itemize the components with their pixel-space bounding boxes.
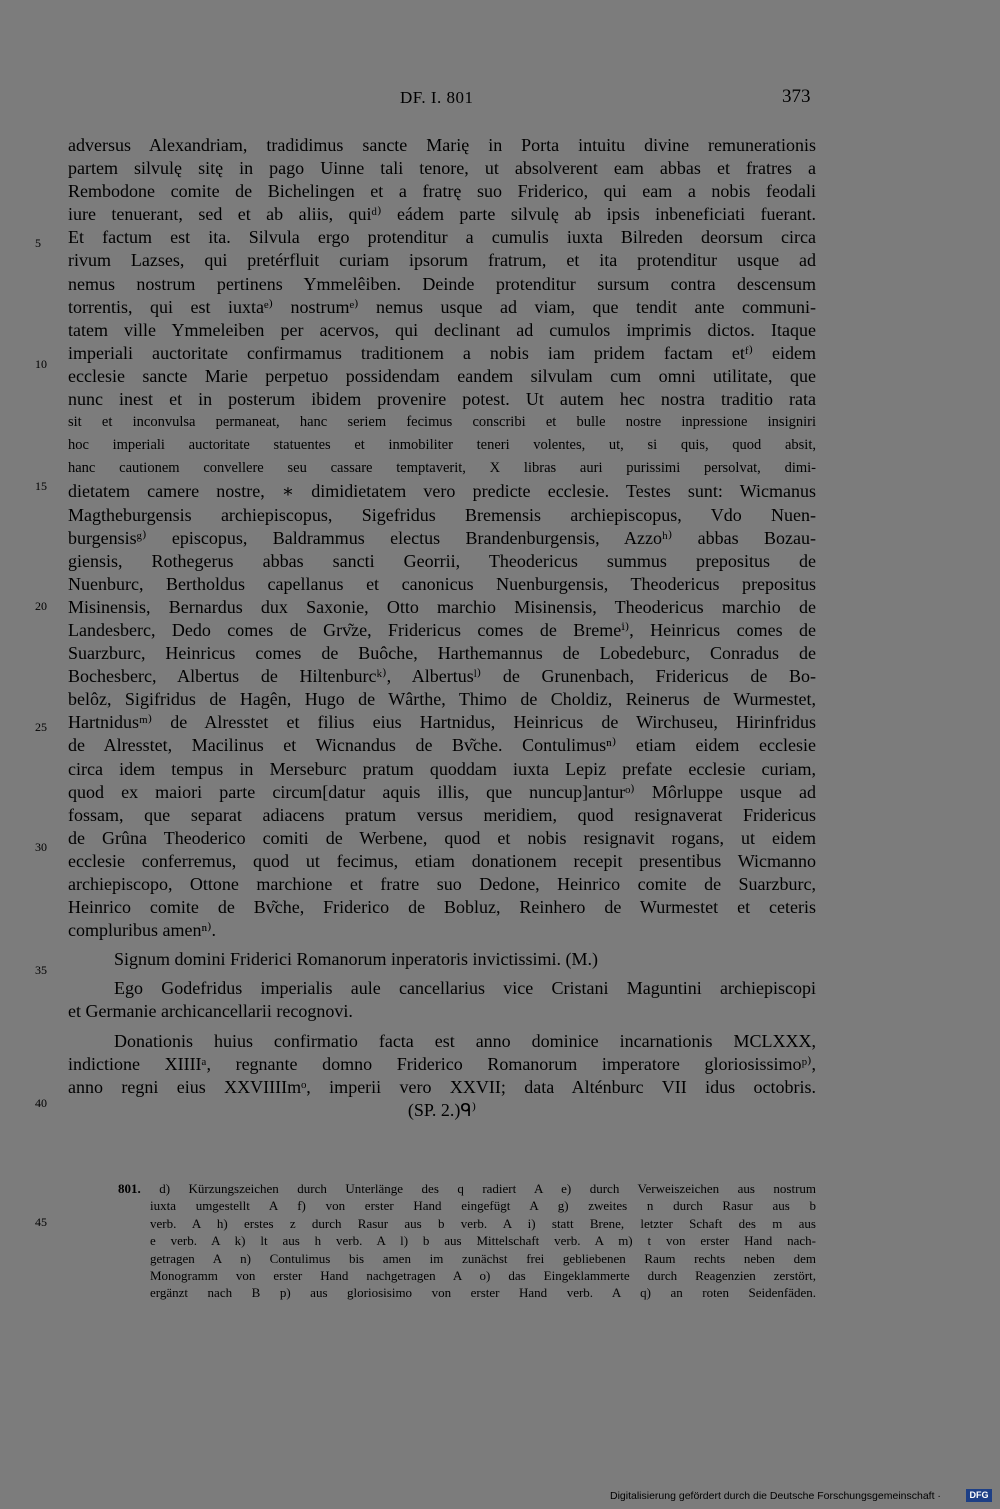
dfg-logo-icon: DFG (966, 1489, 992, 1502)
text-line: Rembodone comite de Bichelingen et a fratrę suo Friderico, qui eam a nobis feodali (68, 181, 816, 202)
footnote-line: ergänzt nach B p) aus gloriosisimo von erster Hand verb. A q) an roten Seidenfäden. (150, 1285, 816, 1301)
text-line: Magtheburgensis archiepiscopus, Sigefridus Bremensis archiepiscopus, Vdo Nuen- (68, 504, 816, 525)
text-line: quod ex maiori parte circum[datur aquis illis, que nuncup]anturᵒ⁾ Môrluppe usque ad (68, 781, 816, 802)
text-line: burgensisᵍ⁾ episcopus, Baldrammus electus Brandenburgensis, Azzoʰ⁾ abbas Bozau- (68, 527, 816, 548)
text-line-small: hanc cautionem convellere seu cassare temptaverit, X libras auri purissimi persolvat, dimi- (68, 460, 816, 477)
text-line: partem silvulę sitę in pago Uinne tali tenore, ut absolverent eam abbas et fratres a (68, 158, 816, 179)
seal-note: (SP. 2.)ᑫ⁾ (407, 1099, 477, 1120)
signum-line: Signum domini Friderici Romanorum inperatoris invictissimi. (M.) (114, 949, 598, 970)
text-line: tatem ville Ymmeleiben per acervos, qui declinant ad cumulos imprimis dictos. Itaque (68, 319, 816, 340)
line-number-5: 5 (35, 236, 41, 250)
text-line: iure tenuerant, sed et ab aliis, quiᵈ⁾ eádem parte silvulę ab ipsis inbeneficiati fuerant. (68, 204, 816, 225)
text-line: Nuenburc, Bertholdus capellanus et canonicus Nuenburgensis, Theodericus prepositus (68, 573, 816, 594)
text-line: adversus Alexandriam, tradidimus sancte Marię in Porta intuitu divine remunerationis (68, 135, 816, 155)
footnote-doc-number: 801. (118, 1181, 141, 1196)
text-line: Hartnidusᵐ⁾ de Alresstet et filius eius Hartnidus, Heinricus de Wirchuseu, Hirinfridus (68, 712, 816, 733)
funding-footer: Digitalisierung gefördert durch die Deutsche Forschungsgemeinschaft · (610, 1490, 941, 1502)
text-line: dietatem camere nostre, ∗ dimidietatem vero predicte ecclesie. Testes sunt: Wicmanus (68, 481, 816, 502)
footnote-line (118, 1180, 816, 1197)
recognition-line: Ego Godefridus imperialis aule cancellarius vice Cristani Maguntini archiepiscopi (114, 978, 816, 999)
text-line: nunc inest et in posterum ibidem provenire potest. Ut autem hec nostra traditio rata (68, 389, 816, 410)
line-number-45: 45 (35, 1215, 47, 1229)
text-line: Bochesberc, Albertus de Hiltenburcᵏ⁾, Albertusˡ⁾ de Grunenbach, Fridericus de Bo- (68, 666, 816, 687)
footnote-line: e verb. A k) lt aus h verb. A l) b aus Mittelschaft verb. A m) t von erster Hand nach- (150, 1233, 816, 1249)
text-line: de Alresstet, Macilinus et Wicnandus de Bv͂che. Contulimusⁿ⁾ etiam eidem ecclesie (68, 735, 816, 756)
text-line: Heinrico comite de Bv͂che, Friderico de Bobluz, Reinhero de Wurmestet et ceteris (68, 897, 816, 918)
dating-line: anno regni eius XXVIIIImᵒ, imperii vero XXVII; data Alténburc VII idus octobris. (68, 1076, 816, 1097)
dating-line: indictione XIIIIᵃ, regnante domno Friderico Romanorum imperatore gloriosissimoᵖ⁾, (68, 1053, 816, 1074)
line-number-10: 10 (35, 357, 47, 371)
text-line: giensis, Rothegerus abbas sancti Georrii, Theodericus summus prepositus de (68, 550, 816, 571)
line-number-30: 30 (35, 840, 47, 854)
text-line: Misinensis, Bernardus dux Saxonie, Otto marchio Misinensis, Theodericus marchio de (68, 596, 816, 617)
text-line: Landesberc, Dedo comes de Grv͂ze, Fridericus comes de Bremeⁱ⁾, Heinricus comes de (68, 619, 816, 640)
text-line: rivum Lazses, qui pretérfluit curiam ipsorum fratrum, et ita protenditur usque ad (68, 250, 816, 271)
dating-line: Donationis huius confirmatio facta est anno dominice incarnationis MCLXXX, (114, 1030, 816, 1051)
line-number-40: 40 (35, 1096, 47, 1110)
page-number: 373 (782, 86, 811, 107)
line-number-25: 25 (35, 720, 47, 734)
text-line: belôz, Sigifridus de Hagên, Hugo de Wârthe, Thimo de Choldiz, Reinerus de Wurmestet, (68, 689, 816, 710)
text-line: nemus nostrum pertinens Ymmelêiben. Deinde protenditur sursum contra descensum (68, 273, 816, 294)
footnote-line: iuxta umgestellt A f) von erster Hand eingefügt A g) zweites n durch Rasur aus b (150, 1198, 816, 1214)
running-header: DF. I. 801 (400, 88, 474, 107)
text-line: ecclesie sancte Marie perpetuo possidendam eandem silvulam cum omni utilitate, que (68, 365, 816, 386)
document-body (68, 134, 816, 1122)
footnote-line: Monogramm von erster Hand nachgetragen A o) das Eingeklammerte durch Reagenzien zerstört, (150, 1267, 816, 1283)
footnote-text: d) Kürzungszeichen durch Unterlänge des q radiert A e) durch Verweiszeichen aus nostrum (159, 1181, 817, 1196)
footnote-line: getragen A n) Contulimus bis amen im zunächst frei gebliebenen Raum rechts neben dem (150, 1250, 816, 1266)
text-line: circa idem tempus in Merseburc pratum quoddam iuxta Lepiz prefate ecclesie curiam, (68, 758, 816, 779)
text-line-small: sit et inconvulsa permaneat, hanc seriem fecimus conscribi et bulle nostre inpressione insigniri (68, 414, 816, 431)
footnote-apparatus (118, 1180, 816, 1302)
text-line-small: hoc imperiali auctoritate statuentes et inmobiliter teneri volentes, ut, si quis, quod absit, (68, 437, 816, 454)
text-line: Suarzburc, Heinricus comes de Buôche, Harthemannus de Lobedeburc, Conradus de (68, 643, 816, 664)
text-line: Et factum est ita. Silvula ergo protenditur a cumulis iuxta Bilreden deorsum circa (68, 227, 816, 248)
recognition-line: et Germanie archicancellarii recognovi. (68, 1001, 353, 1022)
line-number-35: 35 (35, 963, 47, 977)
text-line: compluribus amenⁿ⁾. (68, 920, 217, 941)
text-line: fossam, que separat adiacens pratum versus meridiem, quod resignaverat Fridericus (68, 804, 816, 825)
text-line: archiepiscopo, Ottone marchione et fratre suo Dedone, Heinrico comite de Suarzburc, (68, 874, 816, 894)
text-line: torrentis, qui est iuxtaᵉ⁾ nostrumᵉ⁾ nemus usque ad viam, que tendit ante communi- (68, 296, 816, 317)
line-number-15: 15 (35, 479, 47, 493)
line-number-20: 20 (35, 599, 47, 613)
text-line: imperiali auctoritate confirmamus traditionem a nobis iam pridem factam etᶠ⁾ eidem (68, 342, 816, 363)
footnote-line: verb. A h) erstes z durch Rasur aus b verb. A i) statt Brene, letzter Schaft des m aus (150, 1215, 816, 1231)
text-line: de Grûna Theoderico comiti de Werbene, quod et nobis resignavit rogans, ut eidem (68, 827, 816, 848)
text-line: ecclesie conferremus, quod ut fecimus, etiam donationem recepit presentibus Wicmanno (68, 850, 816, 871)
